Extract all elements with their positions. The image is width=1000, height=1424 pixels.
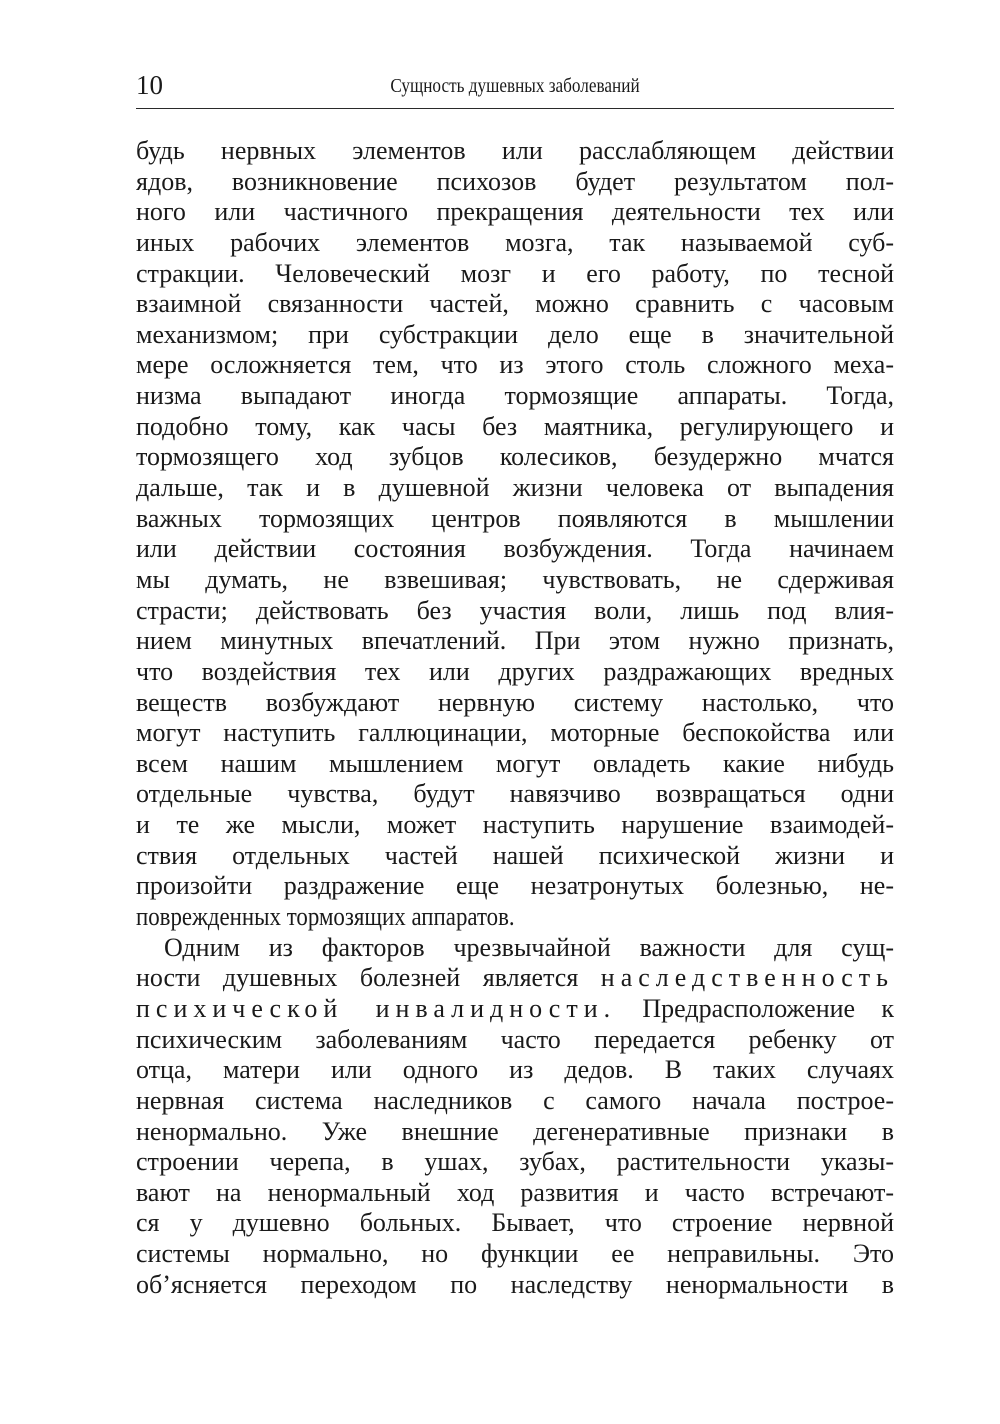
text-line: ся у душевно больных. Бывает, что строение нервной bbox=[136, 1208, 894, 1238]
text-line: всем нашим мышлением могут овладеть какие нибудь bbox=[136, 748, 894, 778]
running-head bbox=[136, 66, 894, 106]
text-line: взаимной связанности частей, можно сравнить с часовым bbox=[136, 289, 894, 319]
page-number: 10 bbox=[136, 70, 163, 100]
body-text bbox=[136, 136, 894, 1300]
emphasized-spaced-text: психической инвалидности. bbox=[136, 993, 617, 1023]
text-line: будь нервных элементов или расслабляющем действии bbox=[136, 136, 894, 165]
emphasized-spaced-text: наследственность bbox=[600, 963, 894, 993]
text-line bbox=[136, 994, 894, 1025]
paragraph-2 bbox=[136, 933, 894, 1301]
text-line: или действии состояния возбуждения. Тогда начинаем bbox=[136, 534, 894, 564]
text-run: Предрасположение к bbox=[616, 993, 894, 1023]
text-line: дальше, так и в душевной жизни человека от выпадения bbox=[136, 473, 894, 503]
text-line: что воздействия тех или других раздражающих вредных bbox=[136, 656, 894, 686]
text-line: мере осложняется тем, что из этого столь сложного меха- bbox=[136, 350, 894, 380]
text-line: отца, матери или одного из дедов. В таких случаях bbox=[136, 1055, 894, 1085]
text-line: веществ возбуждают нервную систему настолько, что bbox=[136, 687, 894, 717]
book-page bbox=[136, 66, 894, 1299]
running-title: Сущность душевных заболеваний bbox=[390, 75, 640, 97]
text-line: произойти раздражение еще незатронутых болезнью, не- bbox=[136, 871, 894, 901]
header-rule-divider bbox=[136, 108, 894, 109]
text-line: нием минутных впечатлений. При этом нужно признать, bbox=[136, 626, 894, 656]
text-line: вают на ненормальный ход развития и часто встречают- bbox=[136, 1177, 894, 1207]
text-line: иных рабочих элементов мозга, так называемой суб- bbox=[136, 227, 894, 257]
text-line: Одним из факторов чрезвычайной важности для сущ- bbox=[164, 932, 894, 962]
text-line bbox=[136, 963, 894, 994]
text-line: нервная система наследников с самого начала построе- bbox=[136, 1085, 894, 1115]
text-line: ного или частичного прекращения деятельности тех или bbox=[136, 197, 894, 227]
text-line: могут наступить галлюцинации, моторные беспокойства или bbox=[136, 718, 894, 748]
text-line: важных тормозящих центров появляются в мышлении bbox=[136, 503, 894, 533]
text-line: и те же мысли, может наступить нарушение взаимодей- bbox=[136, 810, 894, 840]
text-line: стракции. Человеческий мозг и его работу, по тесной bbox=[136, 258, 894, 288]
text-line: отдельные чувства, будут навязчиво возвращаться одни bbox=[136, 779, 894, 809]
text-line: поврежденных тормозящих аппаратов. bbox=[136, 902, 515, 932]
text-line: ядов, возникновение психозов будет результатом пол- bbox=[136, 166, 894, 196]
text-line: системы нормально, но функции ее неправильны. Это bbox=[136, 1239, 894, 1269]
text-run: ности душевных болезней является bbox=[136, 963, 601, 993]
text-line: об’ясняется переходом по наследству ненормальности в bbox=[136, 1269, 894, 1299]
paragraph-1 bbox=[136, 136, 894, 933]
text-line: механизмом; при субстракции дело еще в значительной bbox=[136, 319, 894, 349]
text-line: ствия отдельных частей нашей психической жизни и bbox=[136, 840, 894, 870]
text-line: строении черепа, в ушах, зубах, растительности указы- bbox=[136, 1147, 894, 1177]
text-line: ненормально. Уже внешние дегенеративные признаки в bbox=[136, 1116, 894, 1146]
text-line: тормозящего ход зубцов колесиков, безудержно мчатся bbox=[136, 442, 894, 472]
text-line: страсти; действовать без участия воли, лишь под влия- bbox=[136, 595, 894, 625]
text-line: низма выпадают иногда тормозящие аппараты. Тогда, bbox=[136, 381, 894, 411]
text-line: психическим заболеваниям часто передается ребенку от bbox=[136, 1024, 894, 1054]
text-line: мы думать, не взвешивая; чувствовать, не сдерживая bbox=[136, 564, 894, 594]
text-line: подобно тому, как часы без маятника, регулирующего и bbox=[136, 411, 894, 441]
